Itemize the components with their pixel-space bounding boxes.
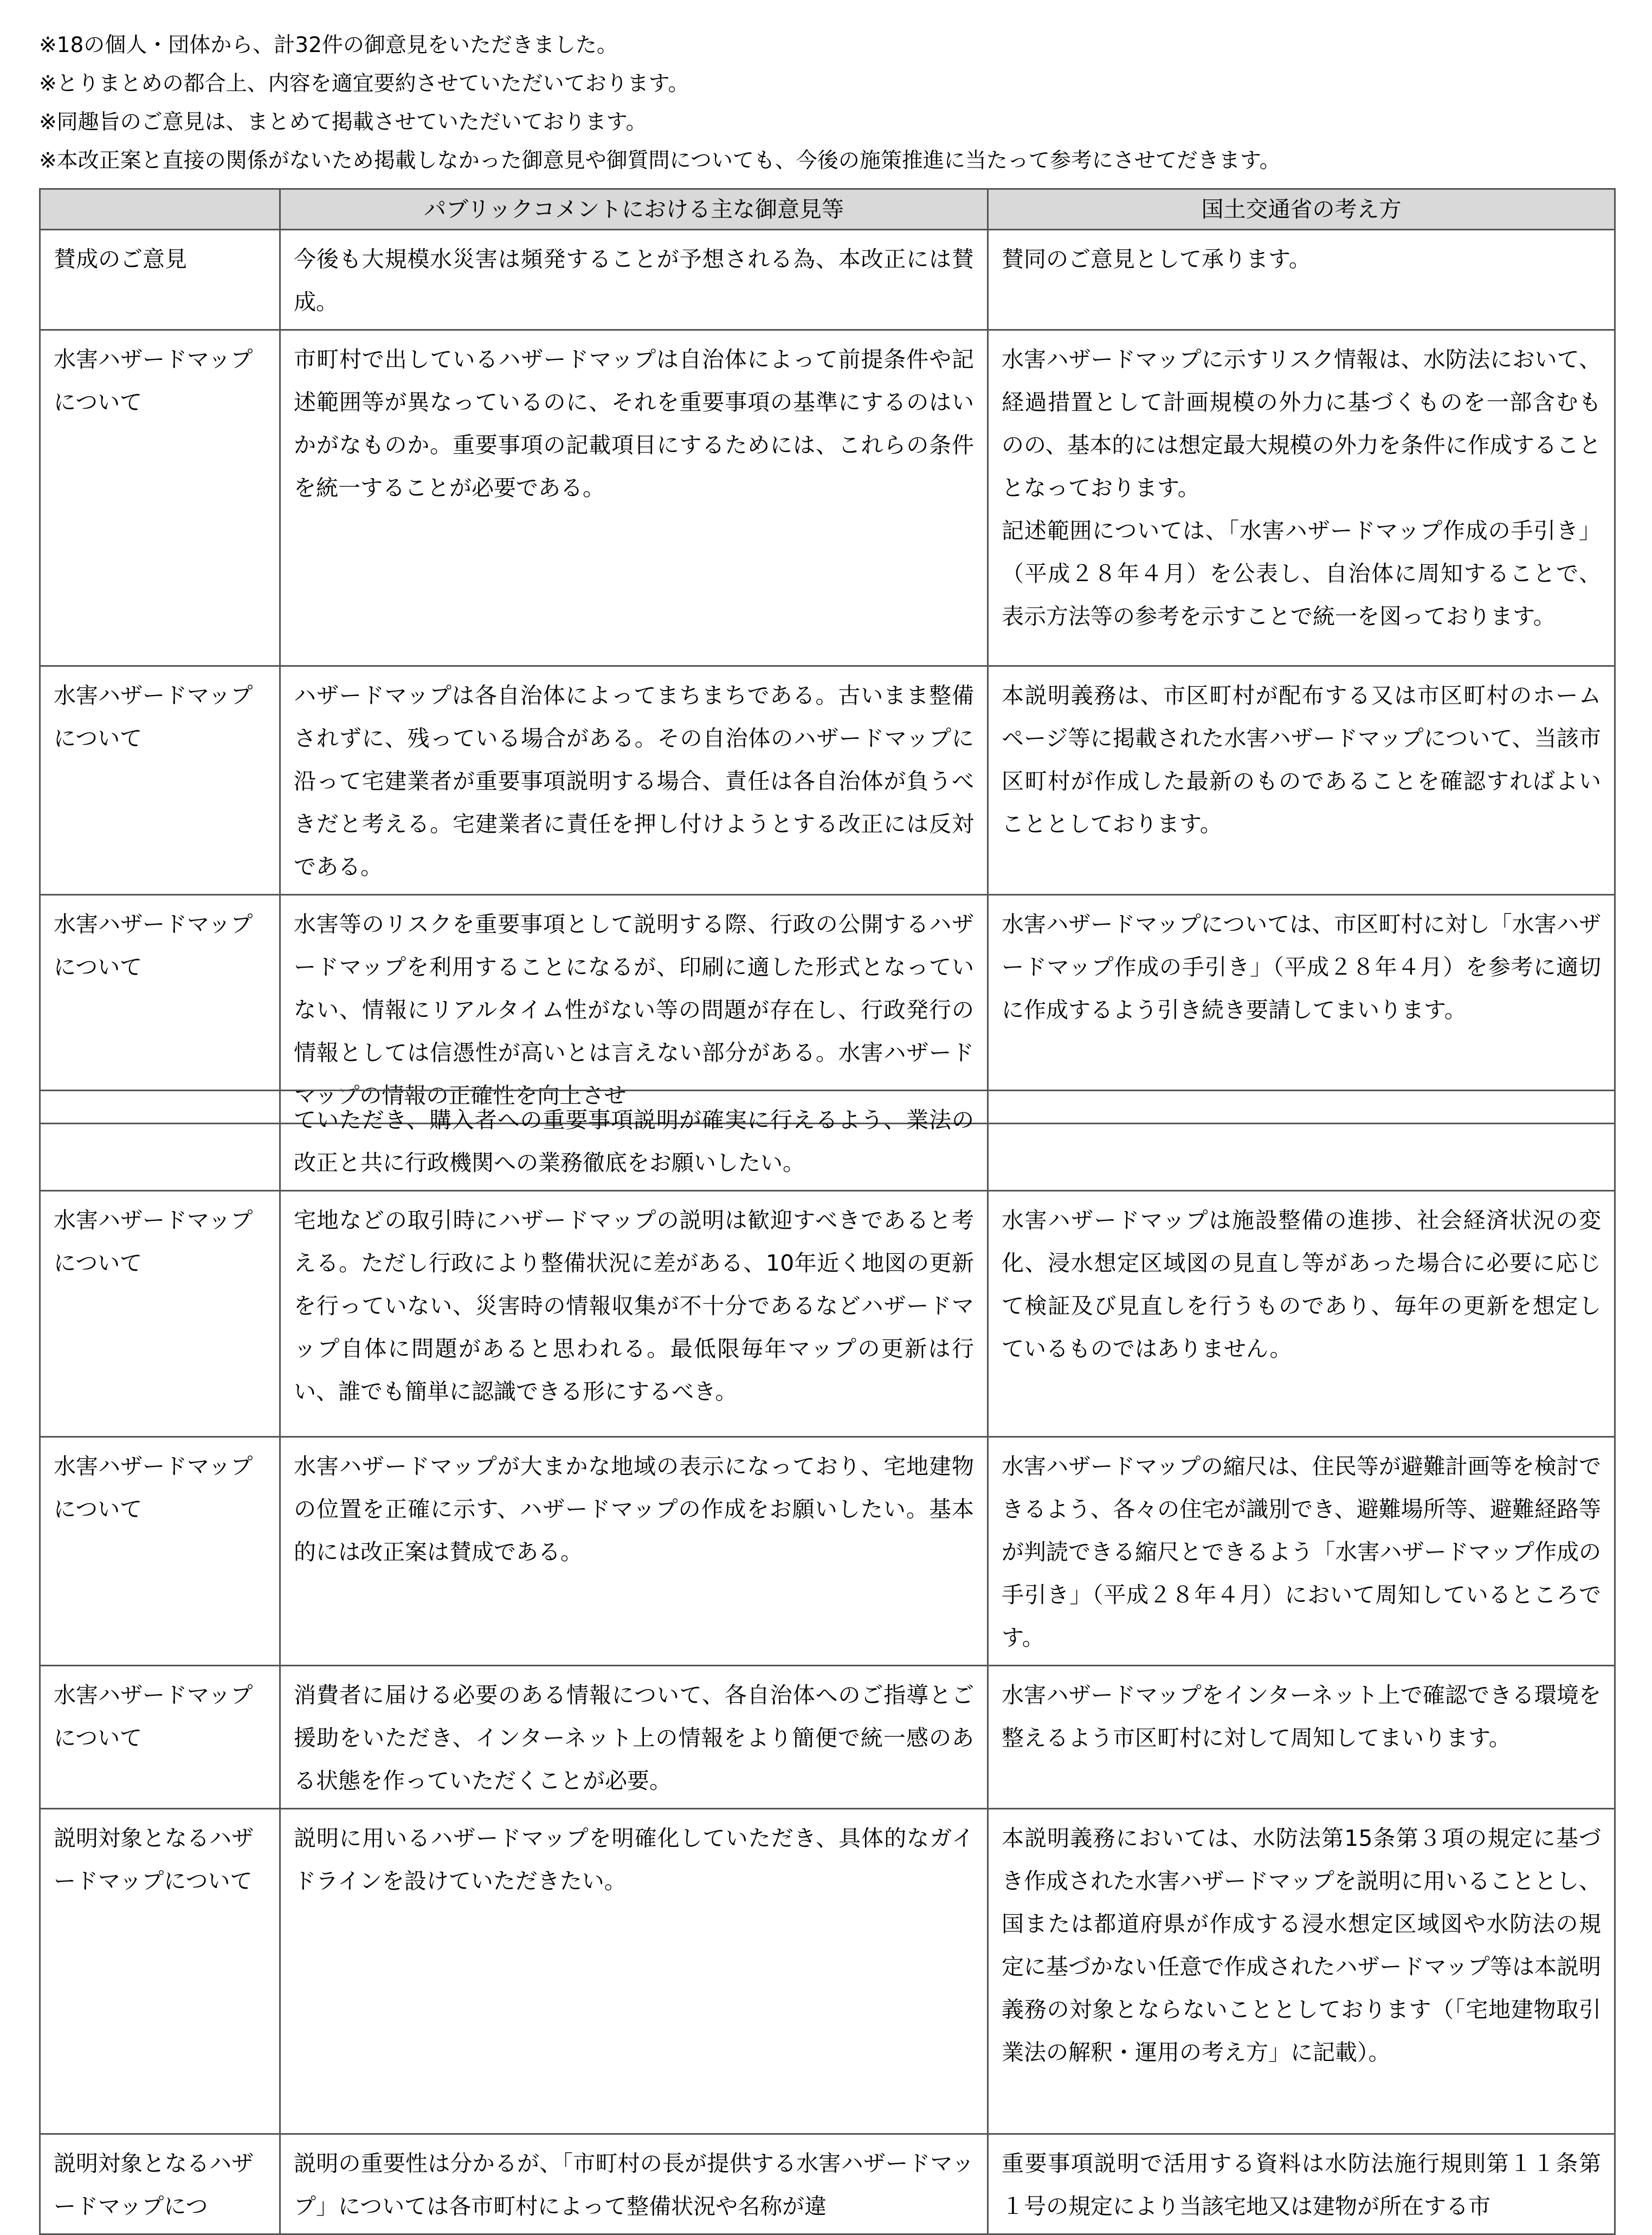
response-paragraph: 水害ハザードマップをインターネット上で確認できる環境を整えるよう市区町村に対して周知してまいります。 [1002, 1682, 1601, 1751]
response-paragraph: 水害ハザードマップの縮尺は、住民等が避難計画等を検討できるよう、各々の住宅が識別でき、避難場所等、避難経路等が判読できる縮尺とできるよう「水害ハザードマップ作成の手引き」（平成２８年４月）において周知しているところです。 [1002, 1453, 1601, 1651]
row-response [988, 2134, 1615, 2234]
header-opinion: パブリックコメントにおける主な御意見等 [280, 189, 988, 230]
row-response [988, 1437, 1615, 1666]
response-paragraph: 重要事項説明で活用する資料は水防法施行規則第１１条第１号の規定により当該宅地又は建物が所在する市 [1002, 2150, 1601, 2219]
table-header-row [40, 189, 1615, 230]
header-response: 国土交通省の考え方 [988, 189, 1615, 230]
row-category [40, 1091, 280, 1191]
response-paragraph: 本説明義務においては、水防法第15条第３項の規定に基づき作成された水害ハザードマップを説明に用いることとし、国または都道府県が作成する浸水想定区域図や水防法の規定に基づかない任意で作成されたハザードマップ等は本説明義務の対象とならないこととしております（「宅地建物取引業法の解釈・運用の考え方」に記載）。 [1002, 1825, 1601, 2065]
table-row [40, 230, 1615, 330]
comments-table-page2 [39, 1090, 1616, 2235]
header-category [40, 189, 280, 230]
row-category: 水害ハザードマップについて [40, 330, 280, 666]
table-row [40, 666, 1615, 895]
row-category: 水害ハザードマップについて [40, 1191, 280, 1437]
row-response [988, 1091, 1615, 1191]
row-opinion: 説明に用いるハザードマップを明確化していただき、具体的なガイドラインを設けていただきたい。 [280, 1809, 988, 2134]
note-line: ※同趣旨のご意見は、まとめて掲載させていただいております。 [39, 110, 647, 134]
response-paragraph: 水害ハザードマップは施設整備の進捗、社会経済状況の変化、浸水想定区域図の見直し等があった場合に必要に応じて検証及び見直しを行うものであり、毎年の更新を想定しているものではありません。 [1002, 1207, 1601, 1362]
table-row [40, 1437, 1615, 1666]
response-paragraph: 記述範囲については、「水害ハザードマップ作成の手引き」（平成２８年４月）を公表し、自治体に周知することで、表示方法等の参考を示すことで統一を図っております。 [1002, 518, 1601, 629]
row-response [988, 1809, 1615, 2134]
row-response [988, 230, 1615, 330]
row-category: 水害ハザードマップについて [40, 895, 280, 1124]
response-paragraph: 水害ハザードマップについては、市区町村に対し「水害ハザードマップ作成の手引き」（平成２８年４月）を参考に適切に作成するよう引き続き要請してまいります。 [1002, 911, 1601, 1023]
table-row [40, 1809, 1615, 2134]
row-category: 水害ハザードマップについて [40, 666, 280, 895]
row-opinion: ていただき、購入者への重要事項説明が確実に行えるよう、業法の改正と共に行政機関への業務徹底をお願いしたい。 [280, 1091, 988, 1191]
row-opinion: ハザードマップは各自治体によってまちまちである。古いまま整備されずに、残っている場合がある。その自治体のハザードマップに沿って宅建業者が重要事項説明する場合、責任は各自治体が負うべきだと考える。宅建業者に責任を押し付けようとする改正には反対である。 [280, 666, 988, 895]
table-row [40, 1666, 1615, 1809]
row-response [988, 666, 1615, 895]
row-opinion: 水害等のリスクを重要事項として説明する際、行政の公開するハザードマップを利用することになるが、印刷に適した形式となっていない、情報にリアルタイム性がない等の問題が存在し、行政発行の情報としては信憑性が高いとは言えない部分がある。水害ハザードマップの情報の正確性を向上させ [280, 895, 988, 1124]
response-paragraph: 賛同のご意見として承ります。 [1002, 246, 1311, 272]
row-opinion: 宅地などの取引時にハザードマップの説明は歓迎すべきであると考える。ただし行政により整備状況に差がある、10年近く地図の更新を行っていない、災害時の情報収集が不十分であるなどハザードマップ自体に問題があると思われる。最低限毎年マップの更新は行い、誰でも簡単に認識できる形にするべき。 [280, 1191, 988, 1437]
row-opinion: 説明の重要性は分かるが、「市町村の長が提供する水害ハザードマップ」については各市町村によって整備状況や名称が違 [280, 2134, 988, 2234]
row-opinion: 水害ハザードマップが大まかな地域の表示になっており、宅地建物の位置を正確に示す、ハザードマップの作成をお願いしたい。基本的には改正案は賛成である。 [280, 1437, 988, 1666]
row-response [988, 1191, 1615, 1437]
response-paragraph: 水害ハザードマップに示すリスク情報は、水防法において、経過措置として計画規模の外力に基づくものを一部含むものの、基本的には想定最大規模の外力を条件に作成することとなっております。 [1002, 346, 1601, 501]
row-opinion: 今後も大規模水災害は頻発することが予想される為、本改正には賛成。 [280, 230, 988, 330]
row-response [988, 1666, 1615, 1809]
row-category: 水害ハザードマップについて [40, 1666, 280, 1809]
table-row [40, 1191, 1615, 1437]
row-category: 賛成のご意見 [40, 230, 280, 330]
note-line: ※とりまとめの都合上、内容を適宜要約させていただいております。 [39, 72, 689, 96]
comments-table-page1 [39, 188, 1616, 1124]
note-line: ※18の個人・団体から、計32件の御意見をいただきました。 [39, 33, 618, 57]
row-opinion: 消費者に届ける必要のある情報について、各自治体へのご指導とご援助をいただき、インターネット上の情報をより簡便で統一感のある状態を作っていただくことが必要。 [280, 1666, 988, 1809]
response-paragraph: 本説明義務は、市区町村が配布する又は市区町村のホームページ等に掲載された水害ハザードマップについて、当該市区町村が作成した最新のものであることを確認すればよいこととしております。 [1002, 682, 1601, 837]
row-category: 説明対象となるハザードマップについて [40, 1809, 280, 2134]
table-row [40, 2134, 1615, 2234]
note-line: ※本改正案と直接の関係がないため掲載しなかった御意見や御質問についても、今後の施策推進に当たって参考にさせてだきます。 [39, 149, 1281, 173]
table-row [40, 330, 1615, 666]
row-category: 水害ハザードマップについて [40, 1437, 280, 1666]
notes-block [39, 26, 1622, 180]
row-category: 説明対象となるハザードマップにつ [40, 2134, 280, 2234]
row-response [988, 330, 1615, 666]
row-opinion: 市町村で出しているハザードマップは自治体によって前提条件や記述範囲等が異なっているのに、それを重要事項の基準にするのはいかがなものか。重要事項の記載項目にするためには、これらの条件を統一することが必要である。 [280, 330, 988, 666]
table-row [40, 1091, 1615, 1191]
